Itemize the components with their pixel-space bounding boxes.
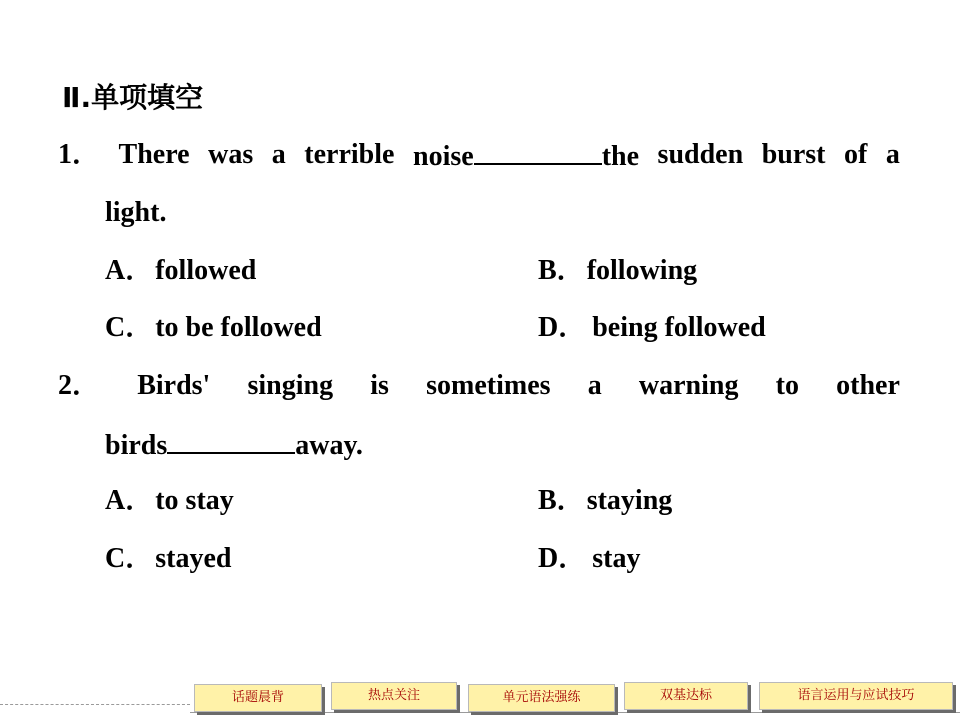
stem-word: a [885,139,900,170]
stem-word: away. [295,430,363,461]
nav-button-basic-skills[interactable]: 双基达标 [624,682,748,710]
question-2-stem-line-1 [58,366,900,406]
option-c [105,539,231,579]
option-text: stay [592,543,641,574]
option-letter: D． [538,312,587,343]
option-letter: B． [538,485,585,516]
question-1-stem-line-1 [58,135,900,177]
option-text: to stay [155,485,234,516]
option-a [105,481,234,521]
option-text: being followed [592,312,766,343]
option-b [538,251,697,291]
option-text: followed [155,255,257,286]
stem-word: a [587,370,602,401]
stem-word: noise [413,141,474,172]
nav-button-hot-topics[interactable]: 热点关注 [331,682,457,710]
stem-word: birds [105,430,168,461]
option-letter: C． [105,312,154,343]
nav-dashed-divider [0,704,190,705]
stem-word: sudden [657,139,744,170]
question-1-stem-line-2: light. [105,197,167,228]
stem-word: There [118,139,190,170]
section-title: Ⅱ.单项填空 [62,81,204,114]
nav-button-topic-morning-recitation[interactable]: 话题晨背 [194,684,322,712]
nav-button-unit-grammar-practice[interactable]: 单元语法强练 [468,684,615,712]
stem-word: sometimes [426,370,551,401]
stem-word: was [208,139,254,170]
stem-word: Birds' [137,370,211,401]
option-text: stayed [155,543,232,574]
option-letter: C． [105,543,154,574]
nav-divider [190,712,960,713]
option-a [105,251,256,291]
option-c [105,308,322,348]
stem-word: the [601,141,640,172]
stem-word: a [271,139,286,170]
option-letter: A． [105,255,154,286]
option-d [538,308,766,348]
stem-word-with-blank [413,135,639,177]
answer-blank [474,135,602,165]
option-letter: D． [538,543,587,574]
stem-word: singing [247,370,334,401]
option-d [538,539,640,579]
stem-word: is [370,370,389,401]
option-b [538,481,672,521]
option-letter: B． [538,255,585,286]
answer-blank [167,424,295,454]
option-text: to be followed [155,312,322,343]
option-text: staying [586,485,673,516]
option-text: following [586,255,698,286]
stem-word: warning [638,370,739,401]
question-2-stem-line-2 [105,424,363,466]
option-letter: A． [105,485,154,516]
stem-word: to [775,370,799,401]
nav-button-language-exam-skills[interactable]: 语言运用与应试技巧 [759,682,953,710]
stem-word: other [836,370,900,401]
question-number: 2． [58,370,101,401]
question-number: 1． [58,139,101,170]
stem-word: terrible [304,139,395,170]
stem-word: of [844,139,868,170]
stem-word: burst [761,139,826,170]
